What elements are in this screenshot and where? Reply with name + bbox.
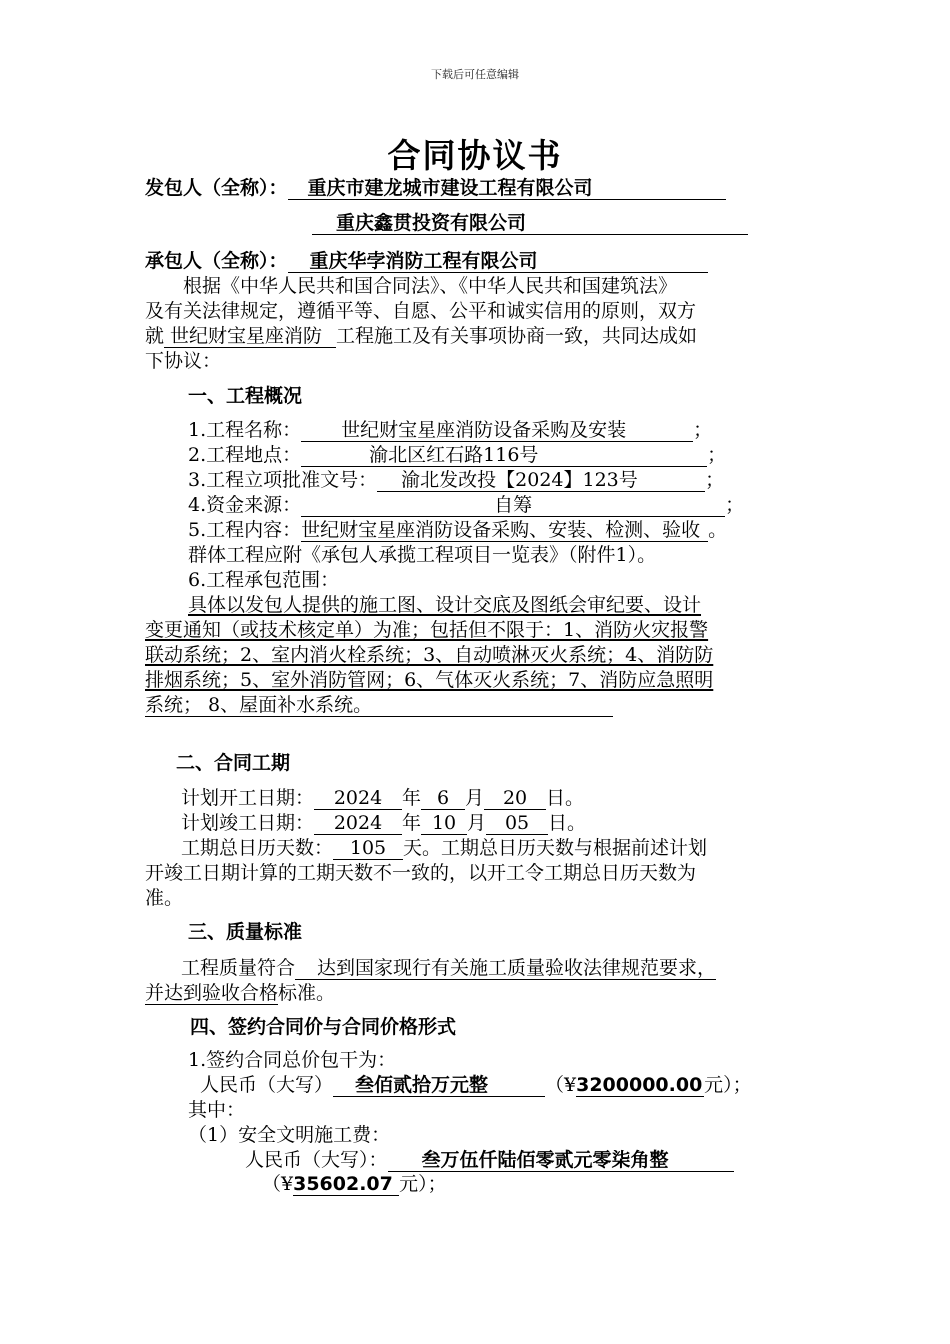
funding-source-row	[188, 493, 744, 517]
total-days-value: 105	[333, 837, 403, 860]
total-days-text: 天。工期总日历天数与根据前述计划	[403, 837, 708, 859]
quality-tail: 标准。	[278, 982, 336, 1004]
contractor-line	[145, 249, 708, 273]
project-name-value: 世纪财宝星座消防设备采购及安装	[301, 419, 693, 442]
project-approval-row	[188, 468, 724, 492]
end-year: 2024	[314, 812, 402, 835]
project-location-row	[188, 443, 726, 467]
total-price-label: 1.签约合同总价包干为：	[188, 1049, 397, 1071]
contractor-name: 重庆华孛消防工程有限公司	[288, 250, 708, 273]
semicolon: ；	[705, 469, 725, 491]
project-content-label: 5.工程内容：	[188, 519, 302, 541]
quality-standard-1: 达到国家现行有关施工质量验收法律规范要求，	[295, 957, 716, 980]
project-content-value: 世纪财宝星座消防设备采购、安装、检测、验收	[301, 519, 708, 542]
total-price-words: 叁佰贰拾万元整	[333, 1074, 545, 1097]
scope-line-5	[145, 693, 613, 717]
scope-line-4: 排烟系统；5、室外消防管网；6、气体灭火系统；7、消防应急照明	[145, 669, 714, 691]
unit-year: 年	[402, 812, 422, 834]
quality-standard-2: 并达到验收合格	[145, 982, 279, 1004]
start-month: 6	[421, 787, 465, 810]
semicolon: ；	[707, 444, 727, 466]
start-year: 2024	[314, 787, 402, 810]
end-day: 05	[486, 812, 548, 835]
project-location-value: 渝北区红石路116号	[301, 444, 707, 467]
yen-open-2: （¥	[262, 1173, 294, 1195]
intro-line-2: 及有关法律规定，遵循平等、自愿、公平和诚实信用的原则，双方	[145, 300, 697, 322]
section-2-heading: 二、合同工期	[176, 752, 291, 774]
semicolon: ；	[725, 494, 745, 516]
scope-line-5-text: 系统； 8、屋面补水系统。	[145, 694, 613, 717]
among-label: 其中：	[188, 1099, 246, 1121]
quality-row-1	[181, 956, 716, 980]
scope-line-1: 具体以发包人提供的施工图、设计交底及图纸会审纪要、设计	[188, 594, 702, 616]
unit-day: 日。	[546, 787, 585, 809]
total-days-row	[181, 836, 707, 860]
total-price-row	[200, 1073, 752, 1097]
duration-note-3: 准。	[145, 887, 184, 909]
scope-line-2: 变更通知（或技术核定单）为准；包括但不限于：1、消防火灾报警	[145, 619, 709, 641]
duration-note-2: 开竣工日期计算的工期天数不一致的，以开工令工期总日历天数为	[145, 862, 697, 884]
quality-row-2	[145, 981, 335, 1005]
start-date-row	[181, 786, 584, 810]
project-name-row	[188, 418, 712, 442]
group-project-note: 群体工程应附《承包人承揽工程项目一览表》（附件1）。	[188, 544, 657, 566]
safety-fee-number-row	[262, 1172, 447, 1196]
employer-label: 发包人（全称）：	[145, 177, 288, 199]
rmb-label: 人民币（大写）	[200, 1074, 334, 1096]
project-content-row	[188, 518, 727, 542]
scope-label: 6.工程承包范围：	[188, 569, 340, 591]
funding-source-value: 自筹	[301, 494, 725, 517]
project-approval-value: 渝北发改投【2024】123号	[377, 469, 705, 492]
section-3-heading: 三、质量标准	[188, 921, 303, 943]
start-date-label: 计划开工日期：	[181, 787, 315, 809]
intro-text-a: 就	[145, 325, 165, 347]
project-location-label: 2.工程地点：	[188, 444, 302, 466]
safety-fee-label: （1）安全文明施工费：	[188, 1124, 391, 1146]
total-price-number: 3200000.00	[576, 1074, 703, 1096]
scope-line-3: 联动系统；2、室内消火栓系统；3、自动喷淋灭火系统；4、消防防	[145, 644, 714, 666]
employer-name-1: 重庆市建龙城市建设工程有限公司	[288, 177, 726, 200]
unit-year: 年	[402, 787, 422, 809]
section-1-heading: 一、工程概况	[188, 385, 303, 407]
semicolon: ；	[693, 419, 713, 441]
unit-month: 月	[465, 787, 485, 809]
section-4-heading: 四、签约合同价与合同价格形式	[190, 1016, 457, 1038]
intro-line-1: 根据《中华人民共和国合同法》、《中华人民共和国建筑法》	[183, 275, 678, 297]
unit-day: 日。	[548, 812, 587, 834]
employer-name-2: 重庆鑫贯投资有限公司	[312, 212, 748, 235]
employer-line	[145, 176, 726, 200]
project-approval-label: 3.工程立项批准文号：	[188, 469, 378, 491]
unit-month: 月	[467, 812, 487, 834]
safety-fee-number: 35602.07	[293, 1173, 399, 1196]
yen-close-2: 元）；	[399, 1173, 447, 1195]
period: 。	[708, 519, 728, 541]
document-title: 合同协议书	[387, 136, 563, 175]
safety-fee-row	[245, 1148, 734, 1172]
contractor-label: 承包人（全称）：	[145, 250, 288, 272]
intro-line-3	[145, 324, 697, 348]
intro-text-b: 工程施工及有关事项协商一致，共同达成如	[336, 325, 698, 347]
header-note: 下载后可任意编辑	[431, 68, 519, 81]
total-days-label: 工期总日历天数：	[181, 837, 334, 859]
intro-line-4: 下协议：	[145, 350, 222, 372]
yen-close: 元）；	[704, 1074, 752, 1096]
safety-fee-words: 叁万伍仟陆佰零贰元零柒角整	[388, 1149, 734, 1172]
quality-label: 工程质量符合	[181, 957, 296, 979]
end-month: 10	[421, 812, 467, 835]
intro-project-name: 世纪财宝星座消防	[164, 325, 336, 348]
project-name-label: 1.工程名称：	[188, 419, 302, 441]
funding-source-label: 4.资金来源：	[188, 494, 302, 516]
end-date-row	[181, 811, 586, 835]
end-date-label: 计划竣工日期：	[181, 812, 315, 834]
start-day: 20	[484, 787, 546, 810]
employer-line-2	[312, 211, 748, 235]
rmb-label-2: 人民币（大写）：	[245, 1149, 388, 1171]
yen-open: （¥	[545, 1074, 577, 1096]
